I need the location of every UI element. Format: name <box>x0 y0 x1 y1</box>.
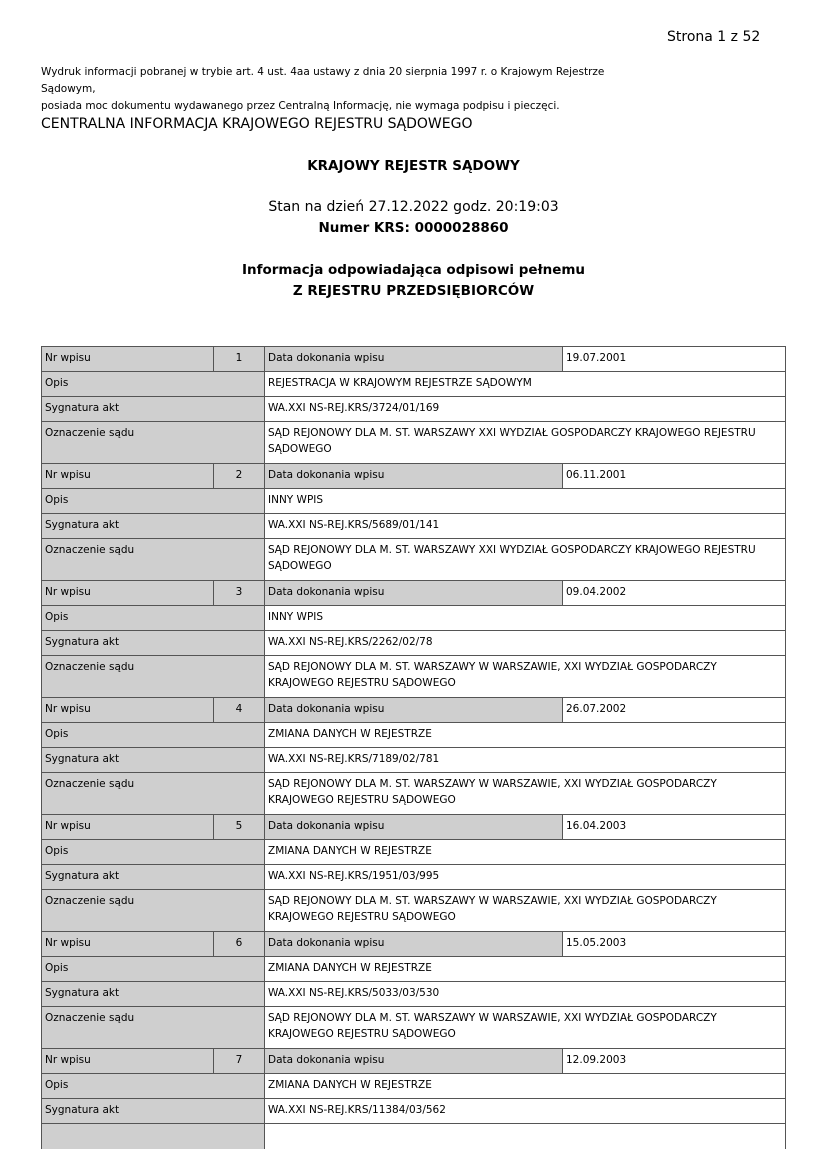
document-header: CENTRALNA INFORMACJA KRAJOWEGO REJESTRU SĄDOWEGO <box>41 116 473 132</box>
date-label: Data dokonania wpisu <box>265 815 563 840</box>
case-signature-label: Sygnatura akt <box>42 1099 265 1124</box>
date-label: Data dokonania wpisu <box>265 698 563 723</box>
disclaimer-line-1: Wydruk informacji pobranej w trybie art. 4 ust. 4aa ustawy z dnia 20 sierpnia 1997 r. o Krajowym Rejestrze Sądowym, <box>41 66 605 95</box>
case-signature-label: Sygnatura akt <box>42 982 265 1007</box>
page-number: Strona 1 z 52 <box>667 29 761 45</box>
entry-header-row <box>42 932 786 957</box>
case-signature-label: Sygnatura akt <box>42 514 265 539</box>
description-value: INNY WPIS <box>265 606 786 631</box>
description-row <box>42 957 786 982</box>
case-signature-label: Sygnatura akt <box>42 865 265 890</box>
case-signature-value: WA.XXI NS-REJ.KRS/5033/03/530 <box>265 982 786 1007</box>
continuation-label <box>42 1124 265 1149</box>
entry-number: 3 <box>214 581 265 606</box>
case-signature-row <box>42 631 786 656</box>
case-signature-row <box>42 1099 786 1124</box>
description-row <box>42 489 786 514</box>
court-designation-label: Oznaczenie sądu <box>42 422 265 464</box>
court-designation-label: Oznaczenie sądu <box>42 773 265 815</box>
entry-header-row <box>42 464 786 489</box>
entry-number: 7 <box>214 1049 265 1074</box>
nr-label: Nr wpisu <box>42 815 214 840</box>
court-designation-label: Oznaczenie sądu <box>42 890 265 932</box>
description-value: ZMIANA DANYCH W REJESTRZE <box>265 840 786 865</box>
case-signature-row <box>42 865 786 890</box>
case-signature-label: Sygnatura akt <box>42 748 265 773</box>
entry-number: 4 <box>214 698 265 723</box>
court-designation-value: SĄD REJONOWY DLA M. ST. WARSZAWY W WARSZAWIE, XXI WYDZIAŁ GOSPODARCZY KRAJOWEGO REJESTRU SĄDOWEGO <box>265 773 786 815</box>
court-designation-row <box>42 539 786 581</box>
case-signature-row <box>42 397 786 422</box>
nr-label: Nr wpisu <box>42 1049 214 1074</box>
case-signature-label: Sygnatura akt <box>42 631 265 656</box>
court-designation-label: Oznaczenie sądu <box>42 656 265 698</box>
description-value: REJESTRACJA W KRAJOWYM REJESTRZE SĄDOWYM <box>265 372 786 397</box>
registry-title: KRAJOWY REJESTR SĄDOWY <box>307 158 520 174</box>
description-row <box>42 372 786 397</box>
court-designation-row <box>42 890 786 932</box>
court-designation-row <box>42 773 786 815</box>
court-designation-label: Oznaczenie sądu <box>42 1007 265 1049</box>
entry-date: 06.11.2001 <box>563 464 786 489</box>
entry-number: 2 <box>214 464 265 489</box>
court-designation-row <box>42 1007 786 1049</box>
description-row <box>42 723 786 748</box>
description-value: ZMIANA DANYCH W REJESTRZE <box>265 957 786 982</box>
date-label: Data dokonania wpisu <box>265 581 563 606</box>
continuation-row <box>42 1124 786 1149</box>
entry-header-row <box>42 581 786 606</box>
entry-number: 5 <box>214 815 265 840</box>
entries-table <box>41 346 786 1149</box>
court-designation-value: SĄD REJONOWY DLA M. ST. WARSZAWY W WARSZAWIE, XXI WYDZIAŁ GOSPODARCZY KRAJOWEGO REJESTRU SĄDOWEGO <box>265 656 786 698</box>
court-designation-value: SĄD REJONOWY DLA M. ST. WARSZAWY XXI WYDZIAŁ GOSPODARCZY KRAJOWEGO REJESTRU SĄDOWEGO <box>265 539 786 581</box>
description-label: Opis <box>42 957 265 982</box>
case-signature-value: WA.XXI NS-REJ.KRS/7189/02/781 <box>265 748 786 773</box>
description-label: Opis <box>42 372 265 397</box>
case-signature-value: WA.XXI NS-REJ.KRS/3724/01/169 <box>265 397 786 422</box>
disclaimer-line-2: posiada moc dokumentu wydawanego przez Centralną Informację, nie wymaga podpisu i pieczęci. <box>41 100 560 112</box>
description-label: Opis <box>42 606 265 631</box>
entry-date: 15.05.2003 <box>563 932 786 957</box>
case-signature-value: WA.XXI NS-REJ.KRS/2262/02/78 <box>265 631 786 656</box>
court-designation-label: Oznaczenie sądu <box>42 539 265 581</box>
date-label: Data dokonania wpisu <box>265 464 563 489</box>
entry-header-row <box>42 1049 786 1074</box>
court-designation-row <box>42 422 786 464</box>
nr-label: Nr wpisu <box>42 347 214 372</box>
case-signature-row <box>42 982 786 1007</box>
court-designation-row <box>42 656 786 698</box>
court-designation-value: SĄD REJONOWY DLA M. ST. WARSZAWY W WARSZAWIE, XXI WYDZIAŁ GOSPODARCZY KRAJOWEGO REJESTRU SĄDOWEGO <box>265 890 786 932</box>
case-signature-value: WA.XXI NS-REJ.KRS/5689/01/141 <box>265 514 786 539</box>
krs-number: Numer KRS: 0000028860 <box>318 220 509 236</box>
date-label: Data dokonania wpisu <box>265 347 563 372</box>
entry-header-row <box>42 815 786 840</box>
entry-header-row <box>42 698 786 723</box>
description-row <box>42 1074 786 1099</box>
court-designation-value: SĄD REJONOWY DLA M. ST. WARSZAWY XXI WYDZIAŁ GOSPODARCZY KRAJOWEGO REJESTRU SĄDOWEGO <box>265 422 786 464</box>
register-title: Z REJESTRU PRZEDSIĘBIORCÓW <box>292 283 535 299</box>
nr-label: Nr wpisu <box>42 464 214 489</box>
entry-date: 19.07.2001 <box>563 347 786 372</box>
description-label: Opis <box>42 1074 265 1099</box>
date-label: Data dokonania wpisu <box>265 1049 563 1074</box>
description-row <box>42 606 786 631</box>
case-signature-value: WA.XXI NS-REJ.KRS/1951/03/995 <box>265 865 786 890</box>
description-row <box>42 840 786 865</box>
case-signature-value: WA.XXI NS-REJ.KRS/11384/03/562 <box>265 1099 786 1124</box>
date-label: Data dokonania wpisu <box>265 932 563 957</box>
nr-label: Nr wpisu <box>42 698 214 723</box>
entry-date: 09.04.2002 <box>563 581 786 606</box>
entry-header-row <box>42 347 786 372</box>
entry-date: 26.07.2002 <box>563 698 786 723</box>
description-value: INNY WPIS <box>265 489 786 514</box>
nr-label: Nr wpisu <box>42 932 214 957</box>
description-label: Opis <box>42 840 265 865</box>
case-signature-row <box>42 514 786 539</box>
entry-date: 16.04.2003 <box>563 815 786 840</box>
description-value: ZMIANA DANYCH W REJESTRZE <box>265 1074 786 1099</box>
continuation-value <box>265 1124 786 1149</box>
status-date: Stan na dzień 27.12.2022 godz. 20:19:03 <box>268 199 559 215</box>
disclaimer <box>41 64 661 115</box>
description-label: Opis <box>42 723 265 748</box>
case-signature-row <box>42 748 786 773</box>
info-title: Informacja odpowiadająca odpisowi pełnemu <box>241 262 586 278</box>
court-designation-value: SĄD REJONOWY DLA M. ST. WARSZAWY W WARSZAWIE, XXI WYDZIAŁ GOSPODARCZY KRAJOWEGO REJESTRU SĄDOWEGO <box>265 1007 786 1049</box>
entry-number: 1 <box>214 347 265 372</box>
entry-number: 6 <box>214 932 265 957</box>
nr-label: Nr wpisu <box>42 581 214 606</box>
description-label: Opis <box>42 489 265 514</box>
case-signature-label: Sygnatura akt <box>42 397 265 422</box>
entry-date: 12.09.2003 <box>563 1049 786 1074</box>
description-value: ZMIANA DANYCH W REJESTRZE <box>265 723 786 748</box>
